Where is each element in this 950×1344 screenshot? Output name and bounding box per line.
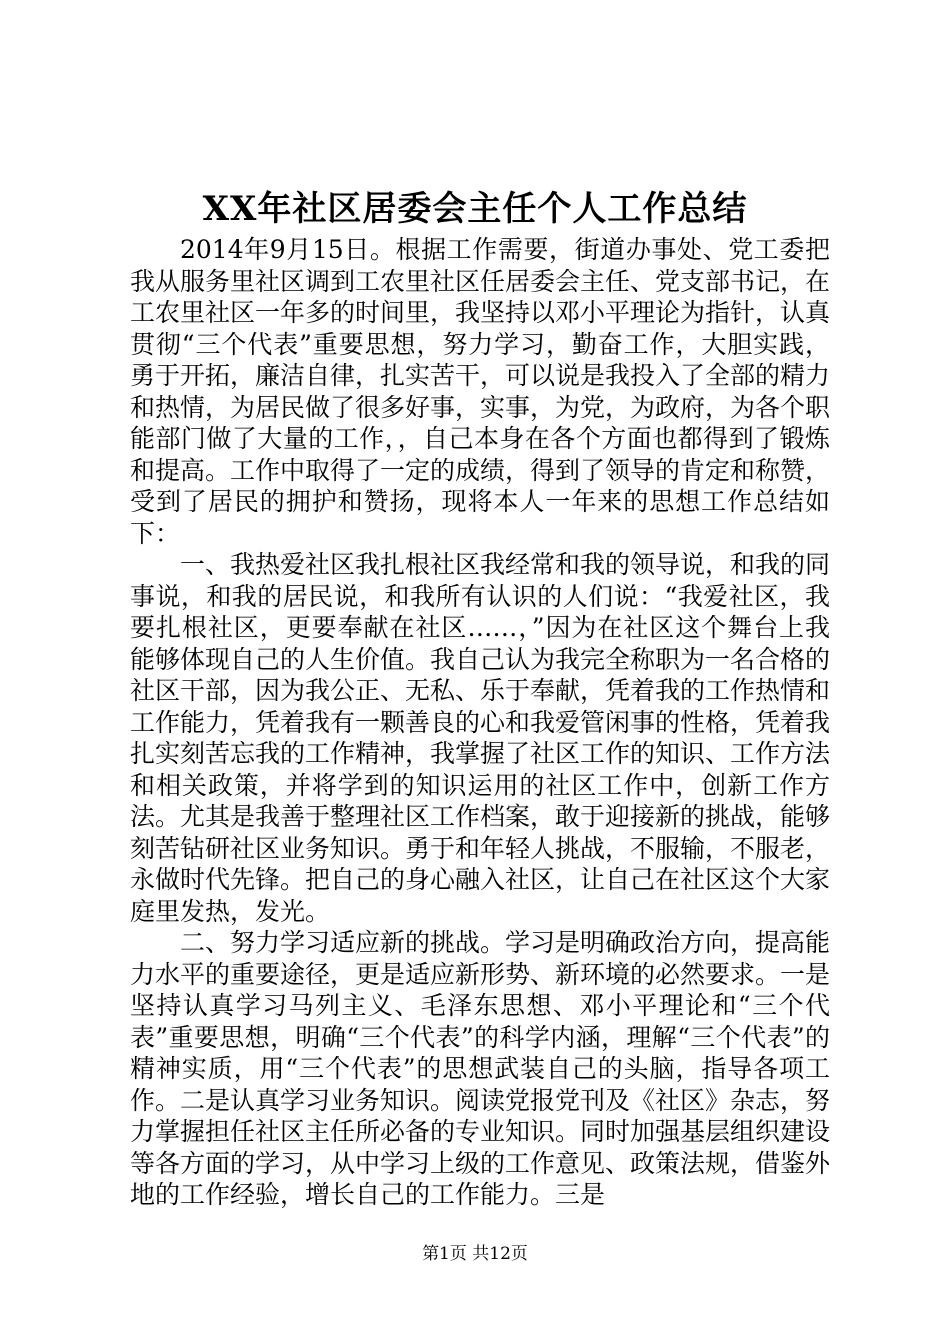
- page-footer: 第1页 共12页: [422, 1244, 528, 1264]
- paragraph-section-2: 二、努力学习适应新的挑战。学习是明确政治方向，提高能力水平的重要途径，更是适应新形势、新环境的必然要求。一是坚持认真学习马列主义、毛泽东思想、邓小平理论和“三个代表”重要思想，明确“三个代表”的科学内涵，理解“三个代表”的精神实质，用“三个代表”的思想武装自己的头脑，指导各项工作。二是认真学习业务知识。阅读党报党刊及《社区》杂志，努力掌握担任社区主任所必备的专业知识。同时加强基层组织建设等各方面的学习，从中学习上级的工作意见、政策法规，借鉴外地的工作经验，增长自己的工作能力。三是: [130, 928, 831, 1209]
- document-body: [130, 234, 830, 1211]
- document-title: XX年社区居委会主任个人工作总结: [202, 189, 748, 229]
- paragraph-section-1: 一、我热爱社区我扎根社区我经常和我的领导说，和我的同事说，和我的居民说，和我所有认识的人们说：“我爱社区，我要扎根社区，更要奉献在社区……，”因为在社区这个舞台上我能够体现自己的人生价值。我自己认为我完全称职为一名合格的社区干部，因为我公正、无私、乐于奉献，凭着我的工作热情和工作能力，凭着我有一颗善良的心和我爱管闲事的性格，凭着我扎实刻苦忘我的工作精神，我掌握了社区工作的知识、工作方法和相关政策，并将学到的知识运用的社区工作中，创新工作方法。尤其是我善于整理社区工作档案，敢于迎接新的挑战，能够刻苦钻研社区业务知识。勇于和年轻人挑战，不服输，不服老，永做时代先锋。把自己的身心融入社区，让自己在社区这个大家庭里发热，发光。: [130, 550, 831, 926]
- paragraph-intro: 2014年9月15日。根据工作需要，街道办事处、党工委把我从服务里社区调到工农里社区任居委会主任、党支部书记，在工农里社区一年多的时间里，我坚持以邓小平理论为指针，认真贯彻“三个代表”重要思想，努力学习，勤奋工作，大胆实践，勇于开拓，廉洁自律，扎实苦干，可以说是我投入了全部的精力和热情，为居民做了很多好事，实事，为党，为政府，为各个职能部门做了大量的工作，，自己本身在各个方面也都得到了锻炼和提高。工作中取得了一定的成绩，得到了领导的肯定和称赞，受到了居民的拥护和赞扬，现将本人一年来的思想工作总结如下：: [130, 235, 831, 548]
